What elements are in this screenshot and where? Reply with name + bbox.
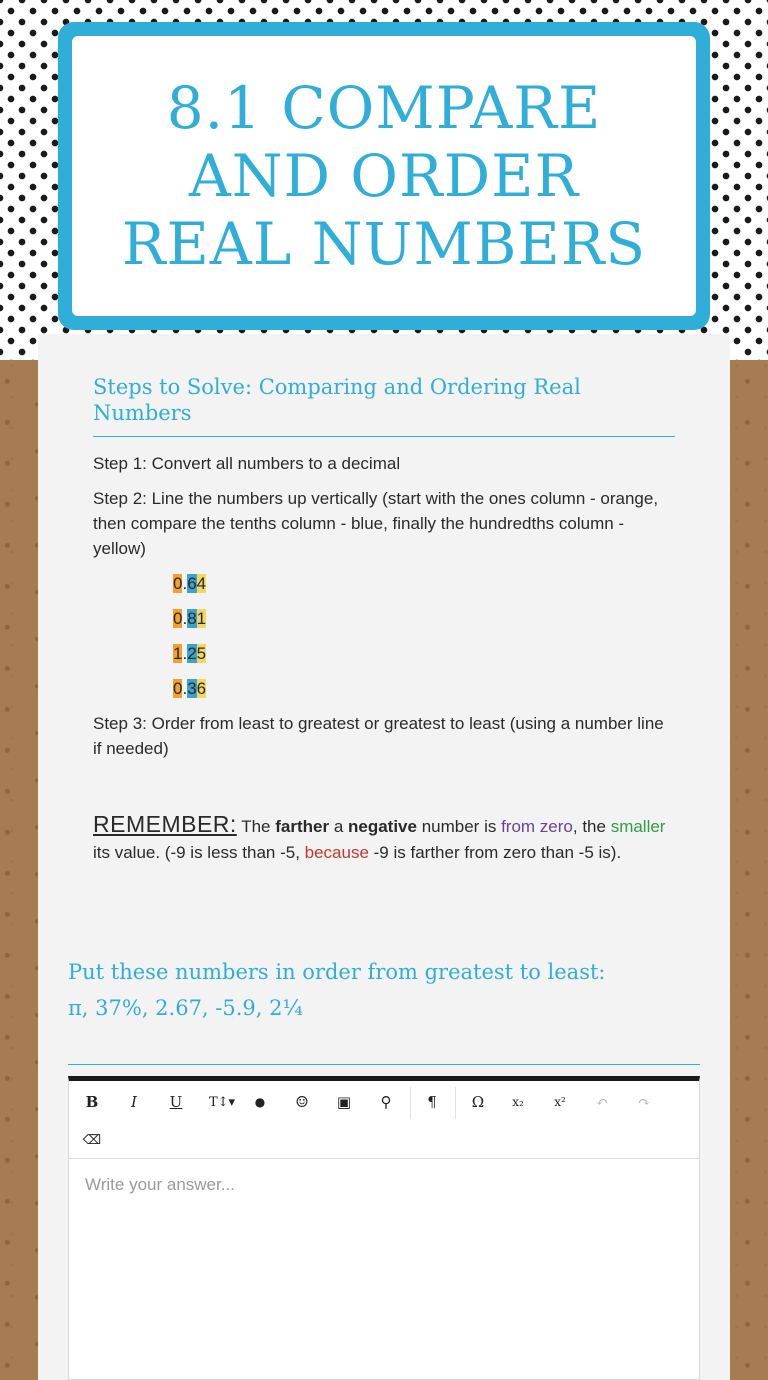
question-prompt xyxy=(68,954,700,1026)
hundredths-digit: 4 xyxy=(196,574,207,593)
number-row xyxy=(173,641,675,666)
content-panel xyxy=(38,334,730,1380)
ones-digit: 0 xyxy=(173,574,183,593)
answer-editor xyxy=(68,1076,700,1380)
divider xyxy=(68,1064,700,1065)
steps-section xyxy=(93,374,675,866)
special-characters-button[interactable]: Ω xyxy=(471,1093,485,1111)
steps-heading: Steps to Solve: Comparing and Ordering Real Numbers xyxy=(93,374,675,437)
remember-note xyxy=(93,811,675,866)
remember-negative: negative xyxy=(348,817,417,836)
subscript-button[interactable]: x₂ xyxy=(512,1095,524,1109)
tenths-digit: 8 xyxy=(187,609,197,628)
toolbar-separator xyxy=(455,1087,456,1119)
question-text: Put these numbers in order from greatest to least: xyxy=(68,960,606,984)
remember-farther: farther xyxy=(275,817,330,836)
remember-from-zero: from zero xyxy=(501,817,573,836)
tenths-digit: 3 xyxy=(187,679,197,698)
ones-digit: 0 xyxy=(173,609,183,628)
title-card xyxy=(58,22,710,330)
decimal-point: . xyxy=(182,679,188,698)
ones-digit: 1 xyxy=(173,644,183,663)
decimal-point: . xyxy=(182,609,188,628)
page-title: 8.1 COMPARE AND ORDER REAL NUMBERS xyxy=(121,74,647,278)
remember-smaller: smaller xyxy=(610,817,666,836)
remember-text: The xyxy=(236,817,276,836)
redo-button[interactable]: ↷ xyxy=(637,1093,651,1111)
remember-text: -9 is farther from zero than -5 is). xyxy=(368,843,622,862)
text-size-button[interactable]: T↕▾ xyxy=(208,1094,236,1110)
paragraph-direction-button[interactable]: ¶ xyxy=(427,1093,437,1111)
ones-digit: 0 xyxy=(173,679,183,698)
toolbar-separator xyxy=(410,1087,411,1119)
tenths-digit: 6 xyxy=(187,574,197,593)
remember-text: a xyxy=(329,817,348,836)
hundredths-digit: 5 xyxy=(196,644,207,663)
number-row xyxy=(173,571,675,596)
link-button[interactable]: ⚲ xyxy=(380,1093,392,1111)
remember-text: its value. (-9 is less than -5, xyxy=(93,843,305,862)
remember-text: number is xyxy=(416,817,502,836)
text-color-button[interactable]: ● xyxy=(254,1095,266,1109)
underline-button[interactable]: U xyxy=(169,1093,183,1111)
answer-input[interactable]: Write your answer... xyxy=(85,1175,235,1194)
tenths-digit: 2 xyxy=(187,644,197,663)
remember-label: REMEMBER: xyxy=(93,811,237,837)
number-row xyxy=(173,606,675,631)
hundredths-digit: 1 xyxy=(196,609,207,628)
hundredths-digit: 6 xyxy=(196,679,207,698)
step-3: Step 3: Order from least to greatest or greatest to least (using a number line if needed) xyxy=(93,714,664,758)
superscript-button[interactable]: x² xyxy=(554,1095,566,1109)
remember-text: , the xyxy=(572,817,611,836)
undo-button[interactable]: ↶ xyxy=(595,1093,609,1111)
bold-button[interactable]: B xyxy=(85,1093,99,1111)
remember-because: because xyxy=(304,843,369,862)
image-button[interactable]: ▣ xyxy=(336,1093,352,1111)
emoji-button[interactable]: ☺ xyxy=(295,1093,309,1111)
step-2: Step 2: Line the numbers up vertically (start with the ones column - orange, then compare the tenths column - blue, finally the hundredths column - yellow) xyxy=(93,489,659,558)
decimal-point: . xyxy=(182,644,188,663)
step-1: Step 1: Convert all numbers to a decimal xyxy=(93,454,401,473)
clear-formatting-button[interactable]: ⌫ xyxy=(82,1132,102,1148)
question-numbers: π, 37%, 2.67, -5.9, 2¼ xyxy=(68,996,303,1020)
decimal-point: . xyxy=(182,574,188,593)
italic-button[interactable]: I xyxy=(131,1093,137,1111)
editor-toolbar xyxy=(69,1081,699,1159)
number-row xyxy=(173,676,675,701)
title-frame xyxy=(70,34,698,318)
